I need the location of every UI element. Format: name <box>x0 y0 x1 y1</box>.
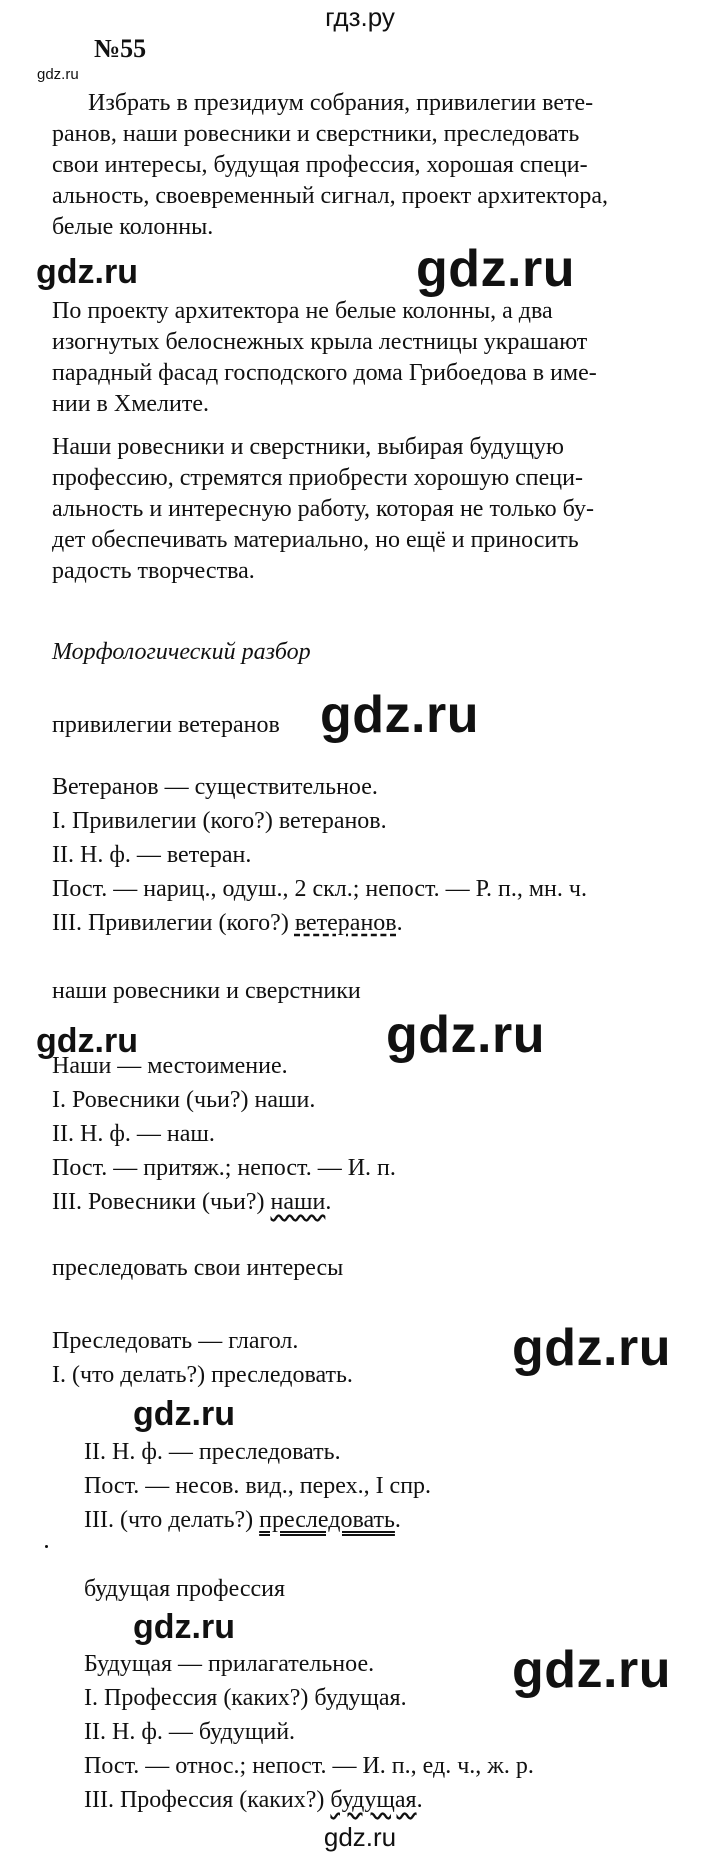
section-3-phrase: преследовать свои интересы <box>52 1255 344 1281</box>
intro-line: альность, своевременный сигнал, проект архитектора, <box>52 183 609 209</box>
section-2-line: Пост. — притяж.; непост. — И. п. <box>52 1155 396 1181</box>
paragraph-line: По проекту архитектора не белые колонны, а два <box>52 298 553 324</box>
intro-line: белые колонны. <box>52 214 214 240</box>
watermark: gdz.ru <box>36 1022 138 1060</box>
section-4-line <box>84 1785 423 1815</box>
section-1-line: Пост. — нариц., одуш., 2 скл.; непост. — Р. п., мн. ч. <box>52 876 587 902</box>
paragraph-line: парадный фасад господского дома Грибоедова в име- <box>52 360 597 386</box>
section-2-line: I. Ровесники (чьи?) наши. <box>52 1087 316 1113</box>
watermark: gdz.ru <box>416 240 575 298</box>
line-suffix: . <box>394 1507 401 1533</box>
paragraph-1 <box>52 296 666 420</box>
section-4-line: II. Н. ф. — будущий. <box>84 1719 296 1745</box>
corner-watermark: gdz.ru <box>37 66 79 83</box>
line-prefix: III. Привилегии (кого?) <box>52 910 295 936</box>
watermark: gdz.ru <box>36 253 138 291</box>
section-3-line: Пост. — несов. вид., перех., I спр. <box>84 1473 432 1499</box>
section-1-line: II. Н. ф. — ветеран. <box>52 842 252 868</box>
section-2-line: II. Н. ф. — наш. <box>52 1121 215 1147</box>
underlined-word: наши <box>270 1189 326 1215</box>
intro-line: Избрать в президиум собрания, привилегии вете- <box>88 90 594 116</box>
underlined-word: преследовать <box>259 1507 395 1533</box>
section-2-line <box>52 1187 331 1217</box>
site-footer: gdz.ru <box>323 1822 397 1852</box>
paragraph-line: изогнутых белоснежных крыла лестницы украшают <box>52 329 588 355</box>
section-1-line <box>52 908 403 938</box>
section-4-line: Пост. — относ.; непост. — И. п., ед. ч., ж. р. <box>84 1753 534 1779</box>
section-1-phrase: привилегии ветеранов <box>52 712 280 738</box>
paragraph-line: дет обеспечивать материально, но ещё и приносить <box>52 527 579 553</box>
section-3-line: I. (что делать?) преследовать. <box>52 1362 353 1388</box>
watermark: gdz.ru <box>512 1641 671 1699</box>
paragraph-line: альность и интересную работу, которая не только бу- <box>52 496 594 522</box>
line-prefix: III. Ровесники (чьи?) <box>52 1189 271 1215</box>
section-4-line: Будущая — прилагательное. <box>84 1651 375 1677</box>
underlined-word: ветеранов <box>294 910 397 936</box>
intro-line: свои интересы, будущая профессия, хорошая специ- <box>52 152 588 178</box>
site-header: гдз.ру <box>325 2 395 32</box>
line-prefix: III. (что делать?) <box>84 1507 260 1533</box>
morph-title: Морфологический разбор <box>52 639 311 665</box>
paragraph-line: профессию, стремятся приобрести хорошую специ- <box>52 465 583 491</box>
section-4-line: I. Профессия (каких?) будущая. <box>84 1685 407 1711</box>
paragraph-line: нии в Хмелите. <box>52 391 209 417</box>
task-number: №55 <box>94 34 147 63</box>
intro-line: ранов, наши ровесники и сверстники, преследовать <box>52 121 580 147</box>
watermark: gdz.ru <box>320 686 479 744</box>
watermark: gdz.ru <box>133 1608 235 1646</box>
section-1-line: I. Привилегии (кого?) ветеранов. <box>52 808 387 834</box>
watermark: gdz.ru <box>512 1319 671 1377</box>
line-prefix: III. Профессия (каких?) <box>84 1787 331 1813</box>
paragraph-line: радость творчества. <box>52 558 255 584</box>
watermark: gdz.ru <box>133 1395 235 1433</box>
section-3-line: II. Н. ф. — преследовать. <box>84 1439 341 1465</box>
paragraph-line: Наши ровесники и сверстники, выбирая будущую <box>52 434 564 460</box>
section-4-phrase: будущая профессия <box>84 1576 285 1602</box>
underlined-word: будущая <box>330 1787 417 1813</box>
line-suffix: . <box>416 1787 423 1813</box>
section-2-line: Наши — местоимение. <box>52 1053 288 1079</box>
stray-dot <box>45 1545 48 1548</box>
watermark: gdz.ru <box>386 1006 545 1064</box>
line-suffix: . <box>396 910 403 936</box>
section-2-phrase: наши ровесники и сверстники <box>52 978 361 1004</box>
paragraph-2 <box>52 432 666 587</box>
line-suffix: . <box>325 1189 332 1215</box>
intro-paragraph <box>52 88 666 243</box>
section-3-line <box>84 1505 401 1535</box>
section-1-line: Ветеранов — существительное. <box>52 774 378 800</box>
section-3-line: Преследовать — глагол. <box>52 1328 299 1354</box>
